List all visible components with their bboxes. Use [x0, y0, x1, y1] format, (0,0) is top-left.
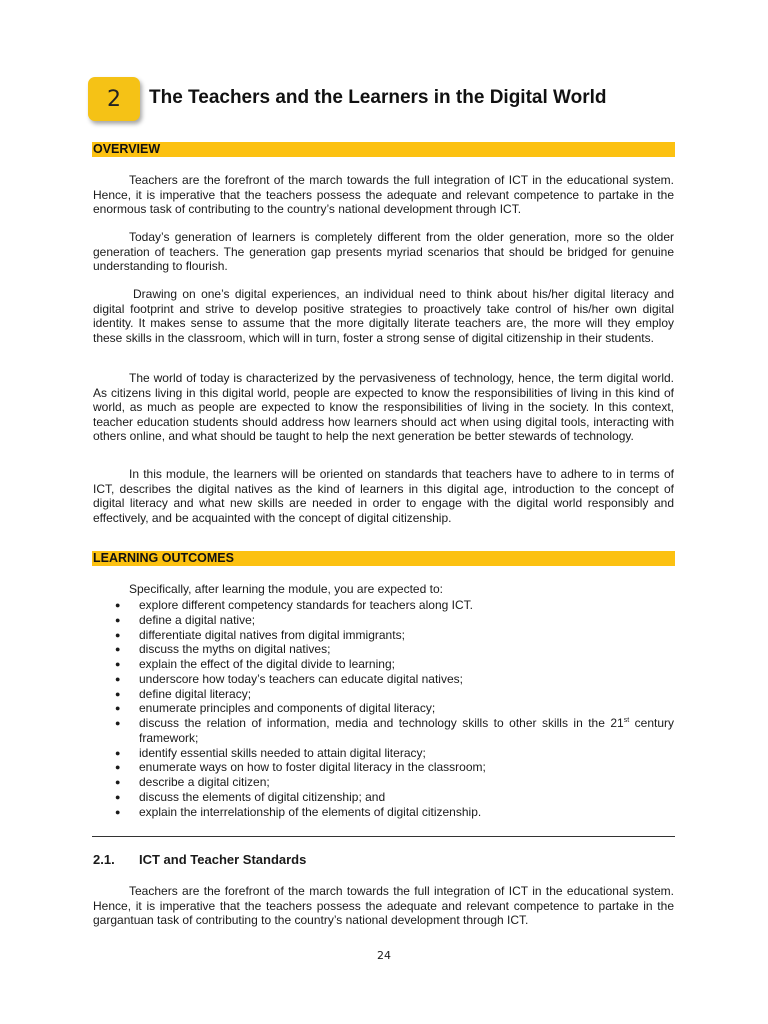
- section-title: ICT and Teacher Standards: [139, 852, 307, 867]
- overview-paragraph-3: Drawing on one’s digital experiences, an individual need to think about his/her digital literacy and digital footprint and strive to develop positive strategies to proactively take control of his/her own digital identity. It makes sense to assume that the more digitally literate teachers are, the more will they employ these skills in the classroom, which will in turn, foster a strong sense of digital citizenship in their students.: [93, 287, 674, 345]
- list-item: ● explain the interrelationship of the elements of digital citizenship.: [115, 804, 482, 819]
- overview-paragraph-4: The world of today is characterized by the pervasiveness of technology, hence, the term digital world. As citizens living in this digital world, people are expected to know the responsibilities of living in this kind of world, as much as people are expected to know the responsibilities of living in the society. In this context, teacher education students should address how learners should act when using digital tools, interacting with others online, and what should be taught to help the next generation be better stewards of technology.: [93, 371, 674, 444]
- bullet-icon: ●: [115, 673, 121, 684]
- page-number: 24: [377, 949, 391, 962]
- superscript-st: st: [623, 717, 630, 724]
- overview-paragraph-2: Today’s generation of learners is completely different from the older generation, more so the older generation of teachers. The generation gap presents myriad scenarios that should be bridged for genuine understanding to flourish.: [93, 230, 674, 274]
- list-item: ● explore different competency standards for teachers along ICT.: [115, 598, 473, 612]
- list-item: ● discuss the myths on digital natives;: [115, 642, 331, 657]
- bullet-icon: ●: [115, 718, 121, 728]
- list-item: ● differentiate digital natives from digital immigrants;: [115, 627, 405, 642]
- bullet-icon: ●: [115, 806, 121, 817]
- bullet-icon: ●: [115, 614, 121, 625]
- section-divider: [92, 836, 675, 837]
- list-item: ● describe a digital citizen;: [115, 775, 270, 789]
- learning-outcomes-intro: Specifically, after learning the module, you are expected to:: [129, 582, 443, 596]
- learning-outcomes-list: [93, 598, 674, 819]
- bullet-icon: ●: [115, 600, 121, 610]
- overview-heading: OVERVIEW: [92, 142, 675, 157]
- bullet-icon: ●: [115, 791, 121, 802]
- chapter-number-badge: 2: [88, 77, 140, 121]
- list-item: ● underscore how today’s teachers can educate digital natives;: [115, 671, 463, 686]
- learning-outcomes-heading: LEARNING OUTCOMES: [92, 551, 675, 566]
- overview-paragraph-1: Teachers are the forefront of the march towards the full integration of ICT in the educational system. Hence, it is imperative that the teachers possess the adequate and relevant competence to partake in the enormous task of contributing to the country’s national development through ICT.: [93, 173, 674, 217]
- chapter-title: The Teachers and the Learners in the Digital World: [149, 87, 607, 108]
- bullet-icon: ●: [115, 629, 121, 640]
- bullet-icon: ●: [115, 747, 121, 758]
- list-item: ● define a digital native;: [115, 612, 256, 627]
- bullet-icon: ●: [115, 688, 121, 699]
- list-item: ● identify essential skills needed to attain digital literacy;: [115, 745, 426, 760]
- bullet-icon: ●: [115, 762, 121, 773]
- list-item: ● discuss the elements of digital citizenship; and: [115, 789, 386, 804]
- bullet-icon: ●: [115, 703, 121, 714]
- section-number: 2.1.: [93, 852, 115, 867]
- bullet-icon: ●: [115, 644, 121, 655]
- bullet-icon: ●: [115, 659, 121, 669]
- list-item: ● enumerate ways on how to foster digital literacy in the classroom;: [115, 760, 486, 775]
- list-item: ● define digital literacy;: [115, 686, 252, 701]
- section-2-1-paragraph: Teachers are the forefront of the march towards the full integration of ICT in the educational system. Hence, it is imperative that the teachers possess the adequate and relevant competence to partake in the gargantuan task of contributing to the country’s national development through ICT.: [93, 884, 674, 928]
- bullet-icon: ●: [115, 777, 121, 787]
- list-item: ● explain the effect of the digital divide to learning;: [115, 657, 395, 671]
- list-item: ● discuss the relation of information, media and technology skills to other skills in the 21st century framework;: [115, 716, 674, 745]
- list-item: ● enumerate principles and components of digital literacy;: [115, 701, 436, 716]
- overview-paragraph-5: In this module, the learners will be oriented on standards that teachers have to adhere to in terms of ICT, describes the digital natives as the kind of learners in this digital age, introduction to the concept of digital literacy and what new skills are needed in order to engage with the digital world responsibly and effectively, and be acquainted with the concept of digital citizenship.: [93, 467, 674, 525]
